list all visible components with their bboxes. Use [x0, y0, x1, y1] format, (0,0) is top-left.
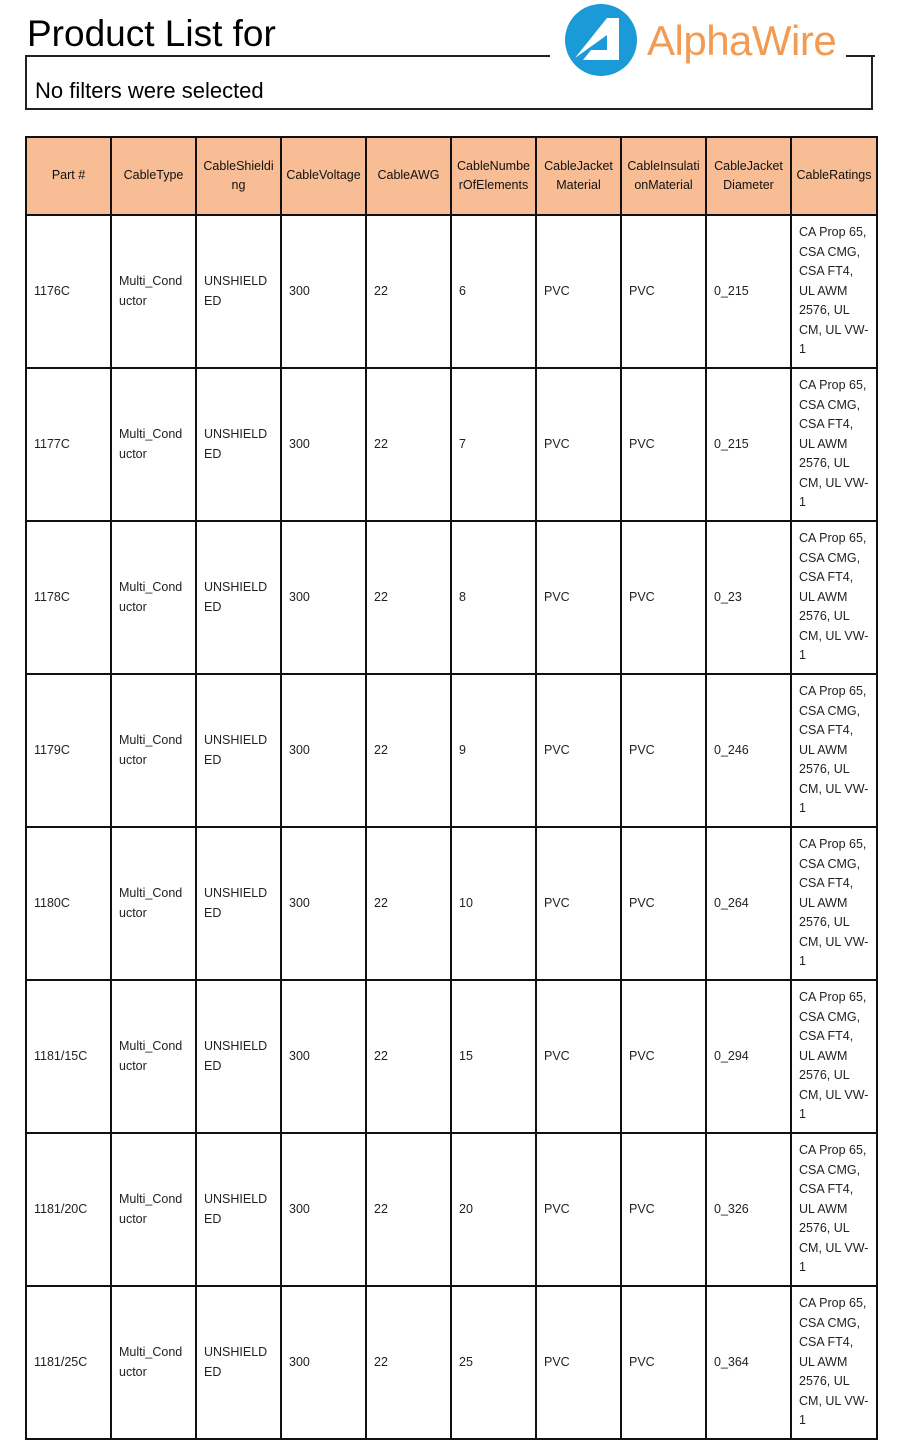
cable-voltage: 300	[281, 1133, 366, 1286]
insulation-material: PVC	[621, 674, 706, 827]
jacket-diameter: 0_326	[706, 1133, 791, 1286]
jacket-diameter: 0_264	[706, 827, 791, 980]
cable-shielding: UNSHIELDED	[196, 1286, 281, 1439]
cable-type: Multi_Conductor	[111, 827, 196, 980]
cable-elements: 15	[451, 980, 536, 1133]
cable-elements: 10	[451, 827, 536, 980]
column-header: CableType	[111, 137, 196, 215]
cable-awg: 22	[366, 1133, 451, 1286]
cable-ratings: CA Prop 65, CSA CMG, CSA FT4, UL AWM 2576, UL CM, UL VW-1	[791, 368, 877, 521]
jacket-diameter: 0_23	[706, 521, 791, 674]
jacket-material: PVC	[536, 674, 621, 827]
cable-awg: 22	[366, 980, 451, 1133]
cable-awg: 22	[366, 827, 451, 980]
jacket-material: PVC	[536, 980, 621, 1133]
cable-awg: 22	[366, 521, 451, 674]
part-number: 1181/20C	[26, 1133, 111, 1286]
cable-shielding: UNSHIELDED	[196, 1133, 281, 1286]
insulation-material: PVC	[621, 827, 706, 980]
page-title: Product List for	[27, 13, 276, 54]
cable-ratings: CA Prop 65, CSA CMG, CSA FT4, UL AWM 2576, UL CM, UL VW-1	[791, 215, 877, 368]
cable-voltage: 300	[281, 674, 366, 827]
cable-type: Multi_Conductor	[111, 1286, 196, 1439]
cable-elements: 25	[451, 1286, 536, 1439]
cable-voltage: 300	[281, 1286, 366, 1439]
cable-voltage: 300	[281, 215, 366, 368]
insulation-material: PVC	[621, 1286, 706, 1439]
column-header: CableNumberOfElements	[451, 137, 536, 215]
cable-ratings: CA Prop 65, CSA CMG, CSA FT4, UL AWM 2576, UL CM, UL VW-1	[791, 980, 877, 1133]
column-header: CableRatings	[791, 137, 877, 215]
product-table	[25, 136, 878, 1440]
jacket-diameter: 0_215	[706, 368, 791, 521]
table-row	[26, 368, 877, 521]
cable-ratings: CA Prop 65, CSA CMG, CSA FT4, UL AWM 2576, UL CM, UL VW-1	[791, 1133, 877, 1286]
cable-ratings: CA Prop 65, CSA CMG, CSA FT4, UL AWM 2576, UL CM, UL VW-1	[791, 521, 877, 674]
jacket-diameter: 0_364	[706, 1286, 791, 1439]
table-row	[26, 215, 877, 368]
part-number: 1177C	[26, 368, 111, 521]
cable-shielding: UNSHIELDED	[196, 827, 281, 980]
column-header: CableInsulationMaterial	[621, 137, 706, 215]
column-header: CableJacketMaterial	[536, 137, 621, 215]
brand-name: AlphaWire	[647, 17, 837, 64]
insulation-material: PVC	[621, 215, 706, 368]
filter-status: No filters were selected	[35, 78, 264, 103]
cable-type: Multi_Conductor	[111, 521, 196, 674]
jacket-diameter: 0_215	[706, 215, 791, 368]
cable-elements: 8	[451, 521, 536, 674]
jacket-diameter: 0_294	[706, 980, 791, 1133]
cable-elements: 9	[451, 674, 536, 827]
cable-shielding: UNSHIELDED	[196, 980, 281, 1133]
cable-voltage: 300	[281, 521, 366, 674]
cable-type: Multi_Conductor	[111, 980, 196, 1133]
cable-awg: 22	[366, 1286, 451, 1439]
column-header: CableAWG	[366, 137, 451, 215]
cable-shielding: UNSHIELDED	[196, 215, 281, 368]
jacket-material: PVC	[536, 215, 621, 368]
cable-awg: 22	[366, 215, 451, 368]
cable-type: Multi_Conductor	[111, 1133, 196, 1286]
cable-type: Multi_Conductor	[111, 215, 196, 368]
table-row	[26, 521, 877, 674]
part-number: 1178C	[26, 521, 111, 674]
jacket-diameter: 0_246	[706, 674, 791, 827]
table-row	[26, 674, 877, 827]
part-number: 1181/15C	[26, 980, 111, 1133]
jacket-material: PVC	[536, 368, 621, 521]
cable-awg: 22	[366, 368, 451, 521]
table-row	[26, 1286, 877, 1439]
part-number: 1179C	[26, 674, 111, 827]
cable-elements: 7	[451, 368, 536, 521]
jacket-material: PVC	[536, 1133, 621, 1286]
table-row	[26, 980, 877, 1133]
column-header: CableVoltage	[281, 137, 366, 215]
cable-ratings: CA Prop 65, CSA CMG, CSA FT4, UL AWM 2576, UL CM, UL VW-1	[791, 1286, 877, 1439]
cable-ratings: CA Prop 65, CSA CMG, CSA FT4, UL AWM 2576, UL CM, UL VW-1	[791, 674, 877, 827]
table-row	[26, 1133, 877, 1286]
column-header: CableJacketDiameter	[706, 137, 791, 215]
jacket-material: PVC	[536, 827, 621, 980]
insulation-material: PVC	[621, 1133, 706, 1286]
cable-elements: 6	[451, 215, 536, 368]
table-header-row	[26, 137, 877, 215]
part-number: 1180C	[26, 827, 111, 980]
cable-type: Multi_Conductor	[111, 674, 196, 827]
cable-type: Multi_Conductor	[111, 368, 196, 521]
column-header: Part #	[26, 137, 111, 215]
cable-elements: 20	[451, 1133, 536, 1286]
cable-ratings: CA Prop 65, CSA CMG, CSA FT4, UL AWM 2576, UL CM, UL VW-1	[791, 827, 877, 980]
jacket-material: PVC	[536, 521, 621, 674]
part-number: 1176C	[26, 215, 111, 368]
cable-voltage: 300	[281, 980, 366, 1133]
insulation-material: PVC	[621, 368, 706, 521]
cable-voltage: 300	[281, 827, 366, 980]
column-header: CableShielding	[196, 137, 281, 215]
part-number: 1181/25C	[26, 1286, 111, 1439]
cable-shielding: UNSHIELDED	[196, 368, 281, 521]
cable-shielding: UNSHIELDED	[196, 521, 281, 674]
cable-voltage: 300	[281, 368, 366, 521]
table-row	[26, 827, 877, 980]
cable-awg: 22	[366, 674, 451, 827]
jacket-material: PVC	[536, 1286, 621, 1439]
insulation-material: PVC	[621, 980, 706, 1133]
insulation-material: PVC	[621, 521, 706, 674]
cable-shielding: UNSHIELDED	[196, 674, 281, 827]
